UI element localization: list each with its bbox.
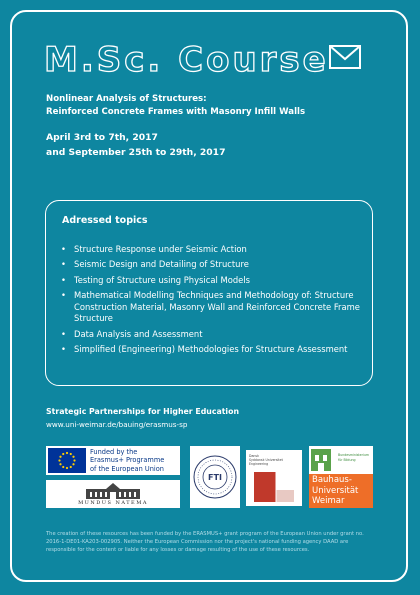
sdu-logo bbox=[246, 450, 302, 506]
subtitle-line-1: Nonlinear Analysis of Structures: bbox=[46, 94, 207, 104]
bauhaus-partner-text bbox=[338, 453, 369, 462]
bauhaus-partner-line-2: für Bildung bbox=[338, 457, 356, 462]
bauhaus-line-3: Weimar bbox=[312, 496, 345, 506]
sdu-line-1: Dansk bbox=[249, 454, 259, 458]
tirana-text: MUNDUS NATEMA bbox=[78, 500, 148, 506]
bullet-icon: • bbox=[61, 290, 66, 301]
topic-item bbox=[60, 275, 364, 287]
fti-logo bbox=[190, 446, 240, 508]
topics-list bbox=[60, 244, 364, 360]
funding-disclaimer: The creation of these resources has been funded by the ERASMUS+ grant program of the European Union under grant no. 2016-1-DE01-KA203-002905. Neither the European Commission nor the project's national funding agency DAAD are responsible for the content or liable for any losses or damage resulting of the use of these resources. bbox=[46, 531, 364, 553]
bullet-icon: • bbox=[61, 259, 66, 270]
erasmus-line-2: Erasmus+ Programme bbox=[90, 456, 165, 465]
bullet-icon: • bbox=[61, 344, 66, 355]
tirana-university-logo bbox=[46, 480, 180, 508]
topic-item bbox=[60, 259, 364, 271]
course-title: M.Sc. Course bbox=[44, 40, 329, 80]
topic-text: Simplified (Engineering) Methodologies for Structure Assessment bbox=[74, 344, 348, 355]
erasmus-line-3: of the European Union bbox=[90, 464, 164, 473]
fti-seal-text: FTI bbox=[208, 473, 222, 482]
erasmus-text bbox=[90, 448, 164, 473]
bauhaus-partner-logo bbox=[309, 446, 373, 475]
dates-line-1: April 3rd to 7th, 2017 bbox=[46, 132, 158, 143]
sdu-line-2: Syddansk Universitet bbox=[249, 458, 283, 462]
university-building-icon bbox=[46, 481, 180, 501]
castle-icon bbox=[309, 446, 337, 475]
sdu-line-3: Engineering bbox=[249, 462, 269, 466]
topics-heading: Adressed topics bbox=[62, 215, 148, 226]
bullet-icon: • bbox=[61, 328, 66, 339]
partnership-label: Strategic Partnerships for Higher Education bbox=[46, 407, 240, 416]
envelope-icon[interactable] bbox=[329, 45, 361, 69]
erasmus-line-1: Funded by the bbox=[90, 448, 138, 456]
topics-box bbox=[45, 200, 373, 386]
topic-item bbox=[60, 329, 364, 341]
bauhaus-university-name bbox=[312, 475, 358, 507]
bullet-icon: • bbox=[61, 244, 66, 254]
bauhaus-university-logo bbox=[309, 474, 373, 508]
topic-item bbox=[60, 344, 364, 356]
bauhaus-partner-line-1: Bundesministerium bbox=[338, 453, 369, 457]
partnership-url[interactable]: www.uni-weimar.de/bauing/erasmus-sp bbox=[46, 420, 188, 429]
subtitle-line-2: Reinforced Concrete Frames with Masonry Infill Walls bbox=[46, 107, 306, 117]
course-subtitle bbox=[46, 93, 305, 119]
topic-text: Mathematical Modelling Techniques and Methodology of: Structure Construction Material, Masonry Wall and Reinforced Concrete Frame Structure bbox=[74, 290, 360, 324]
dates-line-2: and September 25th to 29th, 2017 bbox=[46, 147, 226, 158]
bullet-icon: • bbox=[61, 274, 66, 285]
sdu-emblem-icon bbox=[246, 450, 302, 506]
topic-item bbox=[60, 244, 364, 256]
erasmus-logo bbox=[46, 446, 180, 475]
topic-item bbox=[60, 290, 364, 325]
topic-text: Data Analysis and Assessment bbox=[74, 328, 203, 339]
topic-text: Structure Response under Seismic Action bbox=[74, 244, 247, 254]
course-dates bbox=[46, 130, 225, 160]
bauhaus-line-1: Bauhaus- bbox=[312, 475, 352, 485]
topic-text: Seismic Design and Detailing of Structure bbox=[74, 259, 249, 270]
fti-seal-icon bbox=[190, 446, 240, 508]
topic-text: Testing of Structure using Physical Models bbox=[74, 274, 250, 285]
eu-flag-icon bbox=[48, 448, 86, 473]
bauhaus-line-2: Universität bbox=[312, 485, 359, 496]
